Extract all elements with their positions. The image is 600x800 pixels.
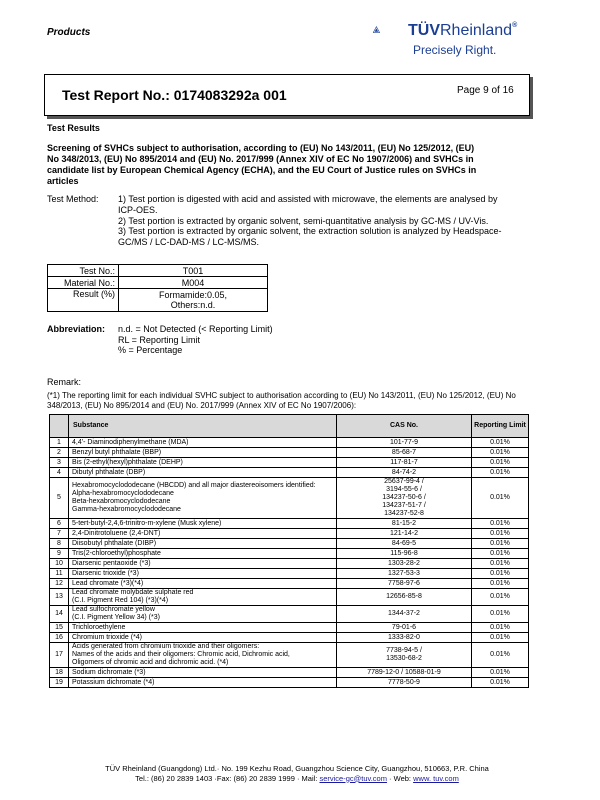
row-limit: 0.01% (472, 468, 529, 478)
row-substance: Chromium trioxide (*4) (69, 633, 337, 643)
row-limit: 0.01% (472, 458, 529, 468)
row-limit: 0.01% (472, 448, 529, 458)
row-number: 15 (50, 623, 69, 633)
header-no (50, 415, 69, 438)
abbreviation-item: n.d. = Not Detected (< Reporting Limit) (118, 324, 273, 334)
table-row (50, 559, 529, 569)
abbreviation-item: % = Percentage (118, 345, 183, 355)
row-cas: 7758-97-6 (337, 579, 472, 589)
row-limit: 0.01% (472, 539, 529, 549)
row-number: 1 (50, 438, 69, 448)
row-substance: Lead chromate (*3)(*4) (69, 579, 337, 589)
page-number: Page 9 of 16 (457, 85, 514, 96)
row-number: 8 (50, 539, 69, 549)
row-cas: 101-77-9 (337, 438, 472, 448)
row-number: 12 (50, 579, 69, 589)
abbreviation-item: RL = Reporting Limit (118, 334, 200, 345)
row-substance: Trichloroethylene (69, 623, 337, 633)
row-limit: 0.01% (472, 529, 529, 539)
row-substance: 2,4-Dinitrotoluene (2,4-DNT) (69, 529, 337, 539)
row-substance: Tris(2-chloroethyl)phosphate (69, 549, 337, 559)
row-limit: 0.01% (472, 633, 529, 643)
test-method-line: 1) Test portion is digested with acid and assisted with microwave, the elements are analysed by ICP-OES. (118, 194, 498, 215)
row-substance: Benzyl butyl phthalate (BBP) (69, 448, 337, 458)
row-limit: 0.01% (472, 606, 529, 623)
table-row (50, 668, 529, 678)
screening-title: Screening of SVHCs subject to authorisation, according to (EU) No 143/2011, (EU) No 125/2012, (EU) No 348/2013, (EU) No 895/2014 and (EU) No. 2017/999 (Annex XIV of EC No 1907/2006) and SVHCs in candidate list by European Chemical Agency (ECHA), and the EU Court of Justice rules on SVHCs in articles (47, 143, 477, 186)
row-number: 5 (50, 478, 69, 519)
row-substance: Sodium dichromate (*3) (69, 668, 337, 678)
header-cas: CAS No. (337, 415, 472, 438)
row-number: 16 (50, 633, 69, 643)
table-row (50, 623, 529, 633)
table-row (50, 438, 529, 448)
table-row (50, 458, 529, 468)
table-row (50, 633, 529, 643)
test-method-line: 2) Test portion is extracted by organic solvent, semi-quantitative analysis by GC-MS / UV-Vis. (118, 215, 489, 226)
table-row (50, 529, 529, 539)
table-row (50, 579, 529, 589)
row-cas: 1303-28-2 (337, 559, 472, 569)
result-label: Result (%) (48, 289, 119, 312)
row-cas: 7789-12-0 / 10588-01-9 (337, 668, 472, 678)
row-substance: Potassium dichromate (*4) (69, 678, 337, 688)
brand-logo-text: TÜVRheinland® (408, 22, 518, 39)
material-no-label: Material No.: (48, 277, 119, 289)
sample-info-table (47, 264, 268, 312)
row-cas: 121-14-2 (337, 529, 472, 539)
row-number: 17 (50, 643, 69, 668)
test-method-body (118, 194, 518, 248)
test-no-label: Test No.: (48, 265, 119, 277)
row-limit: 0.01% (472, 569, 529, 579)
row-limit: 0.01% (472, 438, 529, 448)
row-number: 7 (50, 529, 69, 539)
row-number: 19 (50, 678, 69, 688)
row-cas: 84-74-2 (337, 468, 472, 478)
test-method-line: 3) Test portion is extracted by organic solvent, the extraction solution is analyzed by Headspace-GC/MS / LC-DAD-MS / LC-MS/MS. (118, 226, 502, 248)
report-title: Test Report No.: 0174083292a 001 (62, 87, 287, 103)
remark-label: Remark: (47, 377, 82, 387)
abbreviation-label: Abbreviation: (47, 324, 106, 334)
test-no-value: T001 (119, 265, 268, 277)
row-substance: Lead chromate molybdate sulphate red (C.I. Pigment Red 104) (*3)(*4) (69, 589, 337, 606)
row-number: 6 (50, 519, 69, 529)
tuv-triangle-logo-icon (373, 14, 407, 48)
material-no-value: M004 (119, 277, 268, 289)
row-cas: 1333-82-0 (337, 633, 472, 643)
row-cas: 7778-50-9 (337, 678, 472, 688)
header-limit: Reporting Limit (472, 415, 529, 438)
table-row (50, 606, 529, 623)
row-cas: 81-15-2 (337, 519, 472, 529)
table-row (50, 549, 529, 559)
result-line: Formamide:0.05, (158, 290, 228, 300)
row-substance: Hexabromocyclododecane (HBCDD) and all major diastereoisomers identified: Alpha-hexabromocyclododecane Beta-hexabromocyclododecane Gamma-hexabromocyclododecane (69, 478, 337, 519)
footer-mail-link[interactable]: service-gc@tuv.com (319, 773, 387, 783)
row-cas: 85-68-7 (337, 448, 472, 458)
header-substance: Substance (69, 415, 337, 438)
row-substance: Dibutyl phthalate (DBP) (69, 468, 337, 478)
row-limit: 0.01% (472, 623, 529, 633)
table-row (50, 643, 529, 668)
row-number: 11 (50, 569, 69, 579)
table-row (50, 448, 529, 458)
result-value (119, 289, 268, 312)
row-substance: Diarsenic pentaoxide (*3) (69, 559, 337, 569)
row-number: 14 (50, 606, 69, 623)
row-limit: 0.01% (472, 549, 529, 559)
row-number: 9 (50, 549, 69, 559)
row-limit: 0.01% (472, 559, 529, 569)
table-row (50, 519, 529, 529)
row-substance: Acids generated from chromium trioxide and their oligomers: Names of the acids and their oligomers: Chromic acid, Dichromic acid, Oligomers of chromic acid and dichromic acid. (*4) (69, 643, 337, 668)
row-cas: 7738-94-5 / 13530-68-2 (337, 643, 472, 668)
table-row (50, 468, 529, 478)
row-cas: 84-69-5 (337, 539, 472, 549)
row-number: 13 (50, 589, 69, 606)
table-row (50, 569, 529, 579)
row-substance: 5-tert-butyl-2,4,6-trinitro-m-xylene (Musk xylene) (69, 519, 337, 529)
row-cas: 25637-99-4 / 3194-55-6 / 134237-50-6 / 134237-51-7 / 134237-52-8 (337, 478, 472, 519)
row-limit: 0.01% (472, 643, 529, 668)
row-limit: 0.01% (472, 519, 529, 529)
footer (62, 764, 532, 783)
row-number: 3 (50, 458, 69, 468)
row-cas: 115-96-8 (337, 549, 472, 559)
table-row (50, 589, 529, 606)
row-substance: Lead sulfochromate yellow (C.I. Pigment Yellow 34) (*3) (69, 606, 337, 623)
footer-contact: Tel.: (86) 20 2839 1403 ·Fax: (86) 20 2839 1999 · Mail: service-gc@tuv.com · Web: www. tuv.com (135, 773, 459, 783)
remark-note: (*1) The reporting limit for each individual SVHC subject to authorisation according to (EU) No 143/2011, (EU) No 125/2012, (EU) No 348/2013, (EU) No 895/2014 and (EU) No. 2017/999 (Annex XIV of EC No 1907/2006): (47, 391, 516, 410)
row-substance: Diisobutyl phthalate (DIBP) (69, 539, 337, 549)
row-number: 18 (50, 668, 69, 678)
brand-slogan: Precisely Right. (413, 43, 497, 57)
row-cas: 12656-85-8 (337, 589, 472, 606)
row-number: 2 (50, 448, 69, 458)
row-number: 4 (50, 468, 69, 478)
svhc-table (49, 414, 529, 688)
row-substance: 4,4'- Diaminodiphenylmethane (MDA) (69, 438, 337, 448)
row-substance: Diarsenic trioxide (*3) (69, 569, 337, 579)
row-limit: 0.01% (472, 668, 529, 678)
footer-web-link[interactable]: www. tuv.com (413, 773, 459, 783)
footer-address: TÜV Rheinland (Guangdong) Ltd.· No. 199 Kezhu Road, Guangzhou Science City, Guangzhou, 510663, P.R. China (105, 764, 489, 773)
section-title: Test Results (47, 123, 100, 133)
row-cas: 117-81-7 (337, 458, 472, 468)
table-row (50, 678, 529, 688)
row-cas: 79-01-6 (337, 623, 472, 633)
row-cas: 1327-53-3 (337, 569, 472, 579)
test-method-label: Test Method: (47, 194, 99, 204)
row-limit: 0.01% (472, 678, 529, 688)
result-line: Others:n.d. (170, 300, 216, 310)
row-limit: 0.01% (472, 478, 529, 519)
table-row (50, 539, 529, 549)
section-label: Products (47, 27, 91, 38)
row-limit: 0.01% (472, 579, 529, 589)
row-number: 10 (50, 559, 69, 569)
row-cas: 1344-37-2 (337, 606, 472, 623)
table-row (50, 478, 529, 519)
row-limit: 0.01% (472, 589, 529, 606)
row-substance: Bis (2-ethyl(hexyl)phthalate (DEHP) (69, 458, 337, 468)
abbreviation-list (118, 324, 273, 356)
